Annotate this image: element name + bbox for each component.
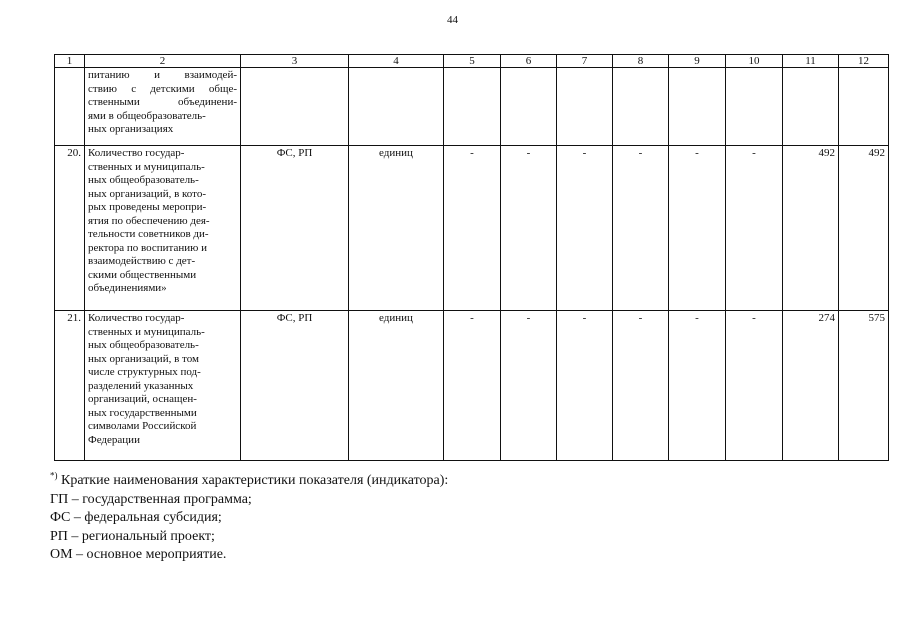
value-cell bbox=[557, 68, 613, 146]
value-cell: 274 bbox=[783, 311, 839, 461]
footnote-item: ОМ – основное мероприятие. bbox=[50, 547, 227, 562]
value-cell bbox=[783, 68, 839, 146]
value-cell: - bbox=[501, 311, 557, 461]
indicator-name-line: ректора по воспитанию и bbox=[88, 241, 208, 254]
value-cell bbox=[501, 68, 557, 146]
value-cell bbox=[444, 68, 501, 146]
indicator-name-cell bbox=[85, 68, 241, 146]
row-number-cell bbox=[55, 68, 85, 146]
indicator-name-line: разделений указанных bbox=[88, 379, 194, 392]
indicator-name-line: Количество государ- bbox=[88, 312, 185, 324]
indicator-name-line: скими общественными bbox=[88, 268, 197, 281]
footnote-intro-line bbox=[50, 472, 870, 491]
value-cell bbox=[839, 68, 889, 146]
indicator-name-line: символами Российской bbox=[88, 420, 197, 432]
column-number: 10 bbox=[726, 55, 783, 68]
indicator-name-line: организаций, оснащен- bbox=[88, 393, 197, 405]
indicator-name-line: ственными объединени- bbox=[88, 96, 237, 108]
value-cell: - bbox=[557, 311, 613, 461]
indicator-name-line: рых проведены меропри- bbox=[88, 201, 207, 213]
type-cell: ФС, РП bbox=[241, 311, 349, 461]
column-number: 4 bbox=[349, 55, 444, 68]
indicator-name-line: числе структурных под- bbox=[88, 366, 201, 378]
table-row-21 bbox=[55, 311, 889, 461]
footnote-intro: Краткие наименования характеристики показателя (индикатора): bbox=[57, 473, 449, 488]
column-number: 6 bbox=[501, 55, 557, 68]
value-cell: - bbox=[557, 146, 613, 311]
unit-cell bbox=[349, 68, 444, 146]
footnote-item: ГП – государственная программа; bbox=[50, 491, 252, 507]
indicator-name-line: ных общеобразователь- bbox=[88, 174, 199, 186]
value-cell bbox=[613, 68, 669, 146]
indicator-name-line: ных организаций, в кото- bbox=[88, 187, 206, 200]
indicator-name-line: Количество государ- bbox=[88, 147, 185, 159]
row-number-cell: 20. bbox=[55, 146, 85, 311]
indicator-name-line: ями в общеобразователь- bbox=[88, 109, 206, 122]
indicator-name-cell bbox=[85, 146, 241, 311]
indicator-name-line: ных организаций, в том bbox=[88, 352, 199, 365]
column-number: 5 bbox=[444, 55, 501, 68]
indicator-name-line: тельности советников ди- bbox=[88, 228, 209, 240]
indicator-name-line: ствию с детскими обще- bbox=[88, 82, 237, 95]
value-cell: - bbox=[669, 311, 726, 461]
indicator-name-line: ственных и муниципаль- bbox=[88, 325, 205, 338]
footnote-marker: *) bbox=[50, 470, 58, 481]
footnote-item: ФС – федеральная субсидия; bbox=[50, 510, 222, 525]
indicator-name-cell bbox=[85, 311, 241, 461]
page-number: 44 bbox=[447, 14, 458, 26]
value-cell bbox=[726, 68, 783, 146]
footnote-item: РП – региональный проект; bbox=[50, 528, 215, 544]
indicator-name-line: ных государственными bbox=[88, 406, 197, 419]
unit-cell: единиц bbox=[349, 311, 444, 461]
column-number: 3 bbox=[241, 55, 349, 68]
value-cell: - bbox=[444, 311, 501, 461]
value-cell: - bbox=[669, 146, 726, 311]
column-number: 2 bbox=[85, 55, 241, 68]
value-cell: - bbox=[444, 146, 501, 311]
value-cell: 492 bbox=[839, 146, 889, 311]
column-number: 7 bbox=[557, 55, 613, 68]
footnote bbox=[50, 472, 870, 565]
type-cell bbox=[241, 68, 349, 146]
column-number: 8 bbox=[613, 55, 669, 68]
indicator-name-line: ных организациях bbox=[88, 123, 174, 135]
indicator-name-line: ных общеобразователь- bbox=[88, 339, 199, 351]
table-row-continuation bbox=[55, 68, 889, 146]
value-cell: - bbox=[613, 311, 669, 461]
column-number: 1 bbox=[55, 55, 85, 68]
value-cell: - bbox=[726, 311, 783, 461]
unit-cell: единиц bbox=[349, 146, 444, 311]
column-number: 9 bbox=[669, 55, 726, 68]
indicator-name-line: питанию и взаимодей- bbox=[88, 69, 237, 81]
value-cell: - bbox=[501, 146, 557, 311]
indicators-table bbox=[54, 54, 889, 461]
row-number-cell: 21. bbox=[55, 311, 85, 461]
column-number: 11 bbox=[783, 55, 839, 68]
column-number: 12 bbox=[839, 55, 889, 68]
indicator-name-line: ственных и муниципаль- bbox=[88, 160, 205, 173]
indicator-name-line: объединениями» bbox=[88, 282, 167, 294]
column-number-row bbox=[55, 55, 889, 68]
indicator-name-line: Федерации bbox=[88, 433, 140, 446]
value-cell: 575 bbox=[839, 311, 889, 461]
indicator-name-line: ятия по обеспечению дея- bbox=[88, 214, 210, 227]
indicator-name-line: взаимодействию с дет- bbox=[88, 255, 196, 267]
value-cell: - bbox=[613, 146, 669, 311]
table-row-20 bbox=[55, 146, 889, 311]
value-cell: 492 bbox=[783, 146, 839, 311]
type-cell: ФС, РП bbox=[241, 146, 349, 311]
value-cell bbox=[669, 68, 726, 146]
value-cell: - bbox=[726, 146, 783, 311]
